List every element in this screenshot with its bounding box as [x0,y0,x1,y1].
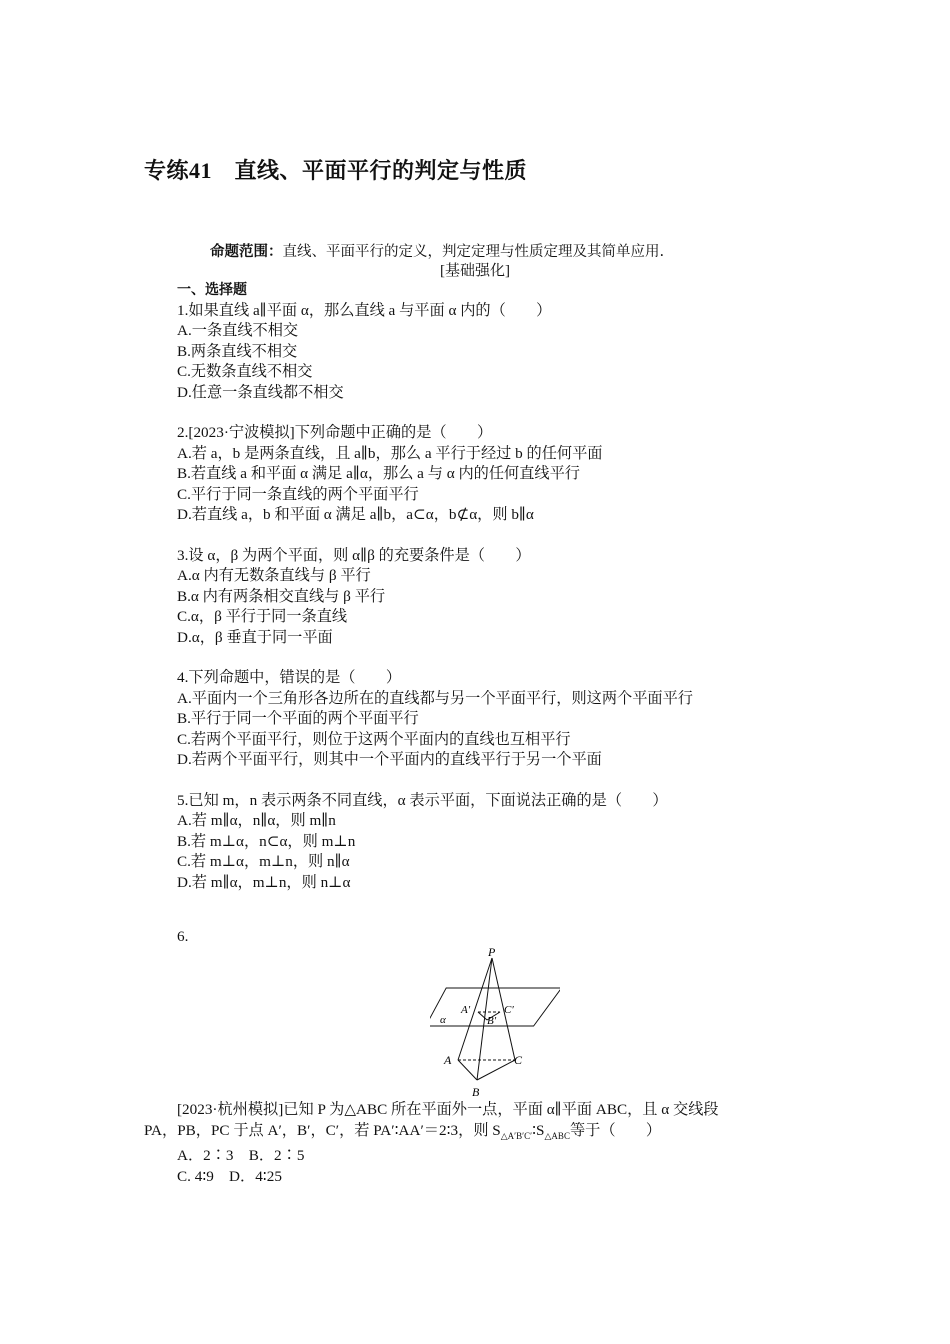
section-heading: 一、选择题 [177,282,247,298]
scope-line [210,240,664,261]
option: B.平行于同一个平面的两个平面平行 [177,710,419,727]
question-6-text-a: PA，PB，PC 于点 A′，B′，C′，若 PA′∶AA′＝2∶3，则 S [144,1121,501,1139]
question-6-line2 [144,1121,824,1147]
question-5 [177,791,817,894]
label-p: P [488,945,496,959]
label-a: A [444,1053,452,1067]
option: A.一条直线不相交 [177,322,299,339]
subscript-triangle-abc: △ABC [544,1130,570,1141]
question-6-text-c: 等于（ ） [569,1121,662,1139]
question-stem: 3.设 α，β 为两个平面，则 α∥β 的充要条件是（ ） [177,546,531,564]
edge-ab [458,1060,477,1080]
option-row: A．2∶3 B．2∶5 [177,1147,305,1165]
question-4 [177,668,817,771]
option: A.α 内有无数条直线与 β 平行 [177,567,371,584]
question-2 [177,423,817,526]
option-row: C. 4∶9 D．4∶25 [177,1167,282,1185]
title-number: 41 [189,158,213,183]
label-a1: A′ [461,1004,471,1016]
option: B.若 m⊥α，n⊂α，则 m⊥n [177,832,356,850]
basic-heading: [基础强化] [440,263,510,279]
option: D.任意一条直线都不相交 [177,383,344,401]
option: C.平行于同一条直线的两个平面平行 [177,485,419,503]
option: B.α 内有两条相交直线与 β 平行 [177,587,386,605]
option: A.平面内一个三角形各边所在的直线都与另一个平面平行，则这两个平面平行 [177,689,693,707]
title-prefix: 专练 [144,159,190,184]
option: D.若直线 a，b 和平面 α 满足 a∥b，a⊂α，b⊄α，则 b∥α [177,506,534,523]
option: D.若两个平面平行，则其中一个平面内的直线平行于另一个平面 [177,751,602,768]
question-stem: 2.[2023·宁波模拟]下列命题中正确的是（ ） [177,424,493,441]
question-stem: 5.已知 m，n 表示两条不同直线，α 表示平面，下面说法正确的是（ ） [177,791,668,809]
subscript-small-triangle: △A′B′C′ [500,1130,533,1141]
option: D.若 m∥α，m⊥n，则 n⊥α [177,873,351,891]
pyramid-figure [430,942,560,1102]
question-1 [177,301,817,404]
scope-label: 命题范围： [210,244,283,260]
option: C.无数条直线不相交 [177,363,313,380]
option: A.若 a，b 是两条直线，且 a∥b，那么 a 平行于经过 b 的任何平面 [177,444,603,462]
option: C.α，β 平行于同一条直线 [177,608,348,625]
questions [177,280,817,913]
question-6 [144,1100,824,1187]
label-b1: B′ [487,1015,497,1027]
label-b: B [472,1085,480,1099]
question-3 [177,546,817,649]
question-6-line1: [2023·杭州模拟]已知 P 为△ABC 所在平面外一点，平面 α∥平面 ABC，且 α 交线段 [177,1101,719,1118]
question-6-number: 6. [177,928,189,945]
question-stem: 4.下列命题中，错误的是（ ） [177,669,402,686]
option: D.α，β 垂直于同一平面 [177,628,333,646]
pyramid-diagram [430,942,560,1102]
page-title [144,154,527,185]
title-text: 直线、平面平行的判定与性质 [234,159,528,184]
question-6-text-b: ∶S [532,1121,545,1139]
option: C.若 m⊥α，m⊥n，则 n∥α [177,853,350,870]
label-alpha: α [440,1014,446,1026]
scope-text: 直线、平面平行的定义，判定定理与性质定理及其简单应用. [282,244,665,260]
option: B.两条直线不相交 [177,342,298,360]
label-c1: C′ [504,1004,514,1016]
question-stem: 1.如果直线 a∥平面 α，那么直线 a 与平面 α 内的（ ） [177,301,552,319]
option: C.若两个平面平行，则位于这两个平面内的直线也互相平行 [177,730,571,748]
option: A.若 m∥α，n∥α，则 m∥n [177,812,336,829]
edge-bc [477,1060,515,1080]
option: B.若直线 a 和平面 α 满足 a∥α，那么 a 与 α 内的任何直线平行 [177,465,580,482]
label-c: C [514,1053,523,1067]
